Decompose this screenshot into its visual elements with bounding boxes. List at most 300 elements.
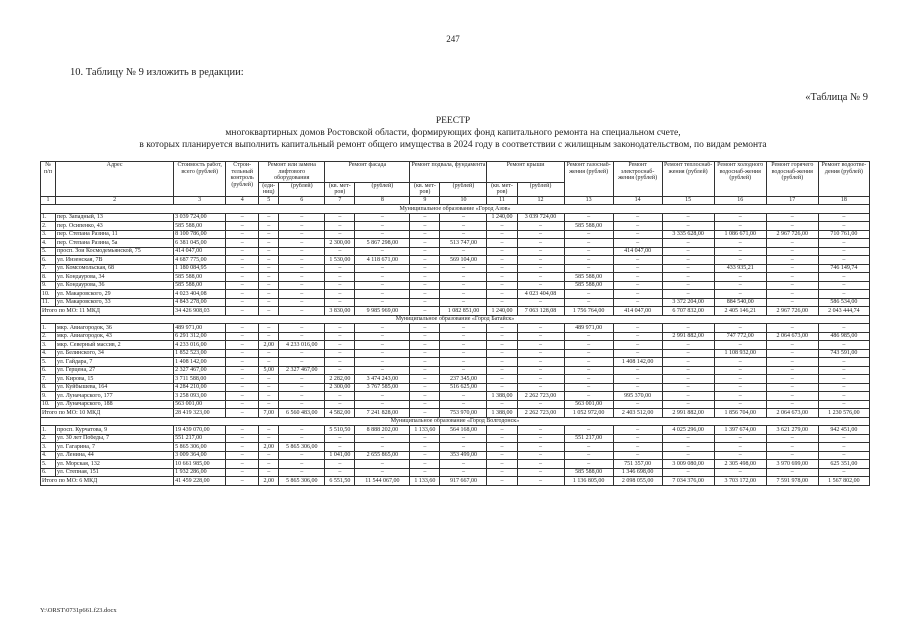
table-cell: –: [564, 375, 613, 384]
table-cell: –: [766, 375, 818, 384]
table-cell: –: [564, 451, 613, 460]
table-cell: –: [226, 400, 259, 409]
table-cell: 2.: [41, 222, 56, 231]
table-cell: –: [714, 281, 766, 290]
table-cell: 1 346 698,00: [613, 468, 662, 477]
table-cell: –: [613, 264, 662, 273]
table-cell: –: [766, 273, 818, 282]
table-cell: –: [714, 366, 766, 375]
table-cell: –: [410, 247, 440, 256]
table-cell: –: [226, 358, 259, 367]
table-cell: –: [325, 460, 355, 469]
table-cell: –: [279, 273, 325, 282]
table-cell: –: [517, 281, 564, 290]
total-cell: 753 970,00: [440, 409, 487, 418]
table-cell: 8.: [41, 273, 56, 282]
table-cell: 1 133,60: [410, 426, 440, 435]
total-cell: 7 241 828,00: [355, 409, 410, 418]
table-cell: –: [410, 273, 440, 282]
table-row: [41, 392, 870, 401]
table-cell: 2 300,00: [325, 383, 355, 392]
table-cell: –: [564, 392, 613, 401]
table-cell: –: [325, 213, 355, 222]
table-cell: –: [714, 324, 766, 333]
title-line: РЕЕСТР: [435, 116, 471, 126]
table-cell: 3 039 724,00: [174, 213, 226, 222]
table-cell: –: [259, 358, 279, 367]
table-cell: 1 397 674,00: [714, 426, 766, 435]
table-body: [41, 196, 870, 485]
total-cell: –: [226, 409, 259, 418]
table-cell: –: [714, 400, 766, 409]
table-cell: –: [662, 443, 714, 452]
table-cell: –: [517, 349, 564, 358]
table-cell: –: [818, 366, 869, 375]
table-cell: –: [355, 213, 410, 222]
table-cell: 1.: [41, 213, 56, 222]
header-basement: Ремонт подвала, фундамента: [410, 162, 487, 183]
table-cell: –: [259, 264, 279, 273]
table-cell: –: [226, 222, 259, 231]
table-cell: –: [714, 256, 766, 265]
table-cell: –: [279, 434, 325, 443]
table-cell: –: [440, 366, 487, 375]
header-basement-rub: (рублей): [440, 182, 487, 196]
table-row: [41, 213, 870, 222]
total-label: Итого по МО: 10 МКД: [41, 409, 174, 418]
total-cell: 1 082 851,00: [440, 307, 487, 316]
table-cell: –: [487, 375, 517, 384]
table-cell: –: [766, 400, 818, 409]
table-cell: –: [325, 230, 355, 239]
table-cell: 5 865 306,00: [279, 443, 325, 452]
table-cell: 4.: [41, 349, 56, 358]
table-cell: 563 001,00: [564, 400, 613, 409]
table-cell: –: [487, 460, 517, 469]
table-cell: –: [818, 451, 869, 460]
total-cell: 1 136 805,00: [564, 477, 613, 486]
table-cell: –: [410, 443, 440, 452]
table-cell: –: [818, 468, 869, 477]
table-cell: –: [355, 264, 410, 273]
column-number-cell: 16: [714, 196, 766, 205]
table-cell: –: [613, 281, 662, 290]
table-cell: –: [279, 383, 325, 392]
table-cell: 2.: [41, 434, 56, 443]
table-cell: 9.: [41, 392, 56, 401]
table-cell: 2 064 673,00: [766, 332, 818, 341]
total-cell: 11 544 067,00: [355, 477, 410, 486]
table-cell: –: [487, 230, 517, 239]
total-cell: 917 667,00: [440, 477, 487, 486]
table-row: [41, 383, 870, 392]
table-cell: –: [487, 468, 517, 477]
table-cell: ул. Луначарского, 188: [56, 400, 174, 409]
table-cell: 747 772,00: [714, 332, 766, 341]
total-cell: 2 064 673,00: [766, 409, 818, 418]
table-cell: 1 932 286,00: [174, 468, 226, 477]
table-cell: –: [355, 298, 410, 307]
table-cell: –: [226, 230, 259, 239]
column-number-cell: 11: [487, 196, 517, 205]
table-cell: –: [613, 434, 662, 443]
table-cell: –: [714, 213, 766, 222]
header-address: Адрес: [56, 162, 174, 197]
table-cell: 516 625,00: [440, 383, 487, 392]
table-cell: 6.: [41, 256, 56, 265]
table-cell: –: [818, 324, 869, 333]
table-cell: –: [662, 264, 714, 273]
header-gas: Ремонт газоснаб-жения (рублей): [564, 162, 613, 197]
table-cell: –: [662, 290, 714, 299]
table-cell: –: [517, 400, 564, 409]
total-cell: 2 098 055,00: [613, 477, 662, 486]
table-row: [41, 222, 870, 231]
table-cell: –: [564, 443, 613, 452]
table-cell: –: [325, 273, 355, 282]
table-cell: –: [517, 273, 564, 282]
table-row: [41, 273, 870, 282]
table-cell: –: [714, 273, 766, 282]
table-cell: –: [613, 341, 662, 350]
table-cell: –: [259, 400, 279, 409]
table-cell: –: [613, 383, 662, 392]
table-row: [41, 264, 870, 273]
table-cell: –: [355, 443, 410, 452]
table-cell: –: [517, 468, 564, 477]
table-cell: 513 747,00: [440, 239, 487, 248]
table-cell: 489 971,00: [564, 324, 613, 333]
intro-text: 10. Таблицу № 9 изложить в редакции:: [70, 67, 244, 78]
total-cell: –: [517, 477, 564, 486]
table-cell: –: [517, 341, 564, 350]
table-cell: 9.: [41, 281, 56, 290]
table-cell: 8 888 202,00: [355, 426, 410, 435]
table-cell: –: [487, 247, 517, 256]
table-cell: –: [226, 434, 259, 443]
total-cell: 1 052 972,00: [564, 409, 613, 418]
registry-table: [40, 161, 870, 486]
table-cell: ул. Ленина, 44: [56, 451, 174, 460]
table-cell: ул. 30 лет Победы, 7: [56, 434, 174, 443]
table-cell: 5 867 298,00: [355, 239, 410, 248]
table-cell: –: [714, 443, 766, 452]
column-number-row: [41, 196, 870, 205]
table-cell: –: [325, 468, 355, 477]
table-row: [41, 332, 870, 341]
total-cell: 6 560 483,00: [279, 409, 325, 418]
table-cell: –: [766, 222, 818, 231]
table-cell: –: [662, 451, 714, 460]
table-cell: 4 023 404,08: [517, 290, 564, 299]
table-cell: 995 370,00: [613, 392, 662, 401]
table-cell: 710 761,00: [818, 230, 869, 239]
table-cell: –: [487, 239, 517, 248]
table-cell: пер. Западный, 13: [56, 213, 174, 222]
table-row: [41, 434, 870, 443]
table-cell: –: [662, 324, 714, 333]
table-cell: 6.: [41, 468, 56, 477]
table-cell: –: [440, 443, 487, 452]
table-cell: –: [714, 392, 766, 401]
table-cell: –: [564, 247, 613, 256]
table-cell: –: [818, 290, 869, 299]
table-cell: –: [613, 426, 662, 435]
table-cell: –: [410, 392, 440, 401]
table-cell: –: [410, 324, 440, 333]
table-cell: –: [410, 434, 440, 443]
table-cell: –: [766, 349, 818, 358]
table-cell: –: [517, 239, 564, 248]
table-cell: ул. Кирова, 15: [56, 375, 174, 384]
table-cell: 5.: [41, 358, 56, 367]
table-cell: –: [517, 230, 564, 239]
column-number-cell: 10: [440, 196, 487, 205]
section-title: Муниципальное образование «Город Азов»: [41, 205, 870, 214]
total-label: Итого по МО: 11 МКД: [41, 307, 174, 316]
table-cell: –: [613, 273, 662, 282]
total-row: [41, 307, 870, 316]
table-cell: –: [487, 222, 517, 231]
table-cell: –: [279, 332, 325, 341]
table-cell: –: [259, 247, 279, 256]
table-cell: –: [325, 222, 355, 231]
table-cell: 1.: [41, 426, 56, 435]
column-number-cell: 12: [517, 196, 564, 205]
table-cell: –: [714, 383, 766, 392]
table-cell: –: [325, 349, 355, 358]
table-cell: –: [564, 341, 613, 350]
table-cell: –: [410, 213, 440, 222]
table-cell: –: [355, 468, 410, 477]
table-cell: –: [714, 451, 766, 460]
table-cell: –: [662, 358, 714, 367]
table-cell: ул. Куйбышева, 164: [56, 383, 174, 392]
table-cell: –: [662, 392, 714, 401]
table-cell: –: [325, 281, 355, 290]
table-cell: –: [355, 434, 410, 443]
table-cell: ул. Кондаурова, 36: [56, 281, 174, 290]
table-cell: 1 240,00: [487, 213, 517, 222]
table-cell: –: [325, 400, 355, 409]
table-cell: –: [766, 451, 818, 460]
table-cell: –: [487, 434, 517, 443]
table-cell: 2,00: [259, 443, 279, 452]
table-cell: 585 588,00: [174, 222, 226, 231]
table-cell: 2.: [41, 332, 56, 341]
column-number-cell: 9: [410, 196, 440, 205]
table-cell: –: [279, 239, 325, 248]
total-cell: 6 551,50: [325, 477, 355, 486]
table-cell: 10.: [41, 400, 56, 409]
table-cell: –: [564, 366, 613, 375]
table-cell: –: [279, 426, 325, 435]
table-cell: 6 291 312,00: [174, 332, 226, 341]
column-number-cell: 4: [226, 196, 259, 205]
table-cell: 1 108 932,00: [714, 349, 766, 358]
total-cell: 3 830,00: [325, 307, 355, 316]
table-cell: 2 282,00: [325, 375, 355, 384]
table-cell: 5,00: [259, 366, 279, 375]
table-cell: –: [662, 247, 714, 256]
table-cell: –: [259, 349, 279, 358]
table-cell: ул. Макаровского, 29: [56, 290, 174, 299]
header-roof: Ремонт крыши: [487, 162, 564, 183]
table-cell: 5.: [41, 247, 56, 256]
table-cell: –: [714, 468, 766, 477]
table-cell: ул. Герцена, 27: [56, 366, 174, 375]
table-cell: 1 041,00: [325, 451, 355, 460]
table-cell: –: [259, 230, 279, 239]
table-cell: –: [279, 375, 325, 384]
table-cell: –: [325, 434, 355, 443]
table-row: [41, 239, 870, 248]
total-cell: 9 985 969,00: [355, 307, 410, 316]
table-cell: –: [487, 256, 517, 265]
table-cell: –: [440, 264, 487, 273]
table-cell: –: [517, 375, 564, 384]
table-cell: –: [440, 349, 487, 358]
table-cell: –: [440, 230, 487, 239]
table-cell: –: [410, 298, 440, 307]
table-cell: –: [355, 273, 410, 282]
table-cell: 3.: [41, 230, 56, 239]
table-cell: –: [766, 383, 818, 392]
table-cell: –: [564, 230, 613, 239]
table-cell: –: [279, 358, 325, 367]
table-cell: –: [818, 256, 869, 265]
table-cell: 3 258 093,00: [174, 392, 226, 401]
table-cell: –: [410, 451, 440, 460]
table-cell: –: [662, 400, 714, 409]
table-cell: 2 327 467,00: [279, 366, 325, 375]
table-cell: –: [355, 366, 410, 375]
table-cell: –: [440, 358, 487, 367]
table-cell: –: [226, 451, 259, 460]
table-cell: –: [259, 222, 279, 231]
table-cell: –: [226, 349, 259, 358]
table-cell: –: [410, 349, 440, 358]
table-cell: –: [325, 443, 355, 452]
table-cell: –: [766, 290, 818, 299]
column-number-cell: 8: [355, 196, 410, 205]
header-cost: Стоимость работ, всего (рублей): [174, 162, 226, 197]
table-cell: –: [325, 324, 355, 333]
table-cell: мкр. Авиагородок, 43: [56, 332, 174, 341]
table-cell: 489 971,00: [174, 324, 226, 333]
table-cell: –: [818, 375, 869, 384]
table-cell: –: [487, 324, 517, 333]
table-cell: –: [226, 332, 259, 341]
table-cell: –: [517, 383, 564, 392]
header-electric: Ремонт электроснаб-жения (рублей): [613, 162, 662, 197]
table-cell: –: [487, 349, 517, 358]
table-cell: –: [487, 443, 517, 452]
table-cell: –: [259, 324, 279, 333]
table-cell: –: [279, 451, 325, 460]
table-cell: 414 047,00: [613, 247, 662, 256]
table-cell: ул. Инзенская, 7В: [56, 256, 174, 265]
table-cell: –: [818, 392, 869, 401]
table-cell: –: [355, 247, 410, 256]
table-cell: –: [517, 426, 564, 435]
table-cell: –: [410, 358, 440, 367]
table-cell: –: [564, 426, 613, 435]
table-row: [41, 349, 870, 358]
table-cell: –: [226, 273, 259, 282]
table-cell: –: [564, 256, 613, 265]
table-cell: –: [714, 247, 766, 256]
column-number-cell: 6: [279, 196, 325, 205]
table-cell: –: [226, 247, 259, 256]
table-cell: –: [818, 222, 869, 231]
table-cell: –: [517, 256, 564, 265]
table-cell: –: [487, 358, 517, 367]
table-cell: –: [517, 358, 564, 367]
table-cell: 3 621 279,00: [766, 426, 818, 435]
table-row: [41, 443, 870, 452]
table-cell: –: [279, 460, 325, 469]
table-cell: ул. Кондаурова, 34: [56, 273, 174, 282]
total-cell: 2 991 882,00: [662, 409, 714, 418]
table-cell: –: [487, 273, 517, 282]
table-cell: –: [259, 290, 279, 299]
table-cell: –: [487, 426, 517, 435]
table-cell: –: [818, 213, 869, 222]
table-cell: 1 388,00: [487, 392, 517, 401]
table-cell: –: [766, 298, 818, 307]
table-cell: –: [818, 358, 869, 367]
table-cell: –: [766, 324, 818, 333]
table-cell: 5.: [41, 460, 56, 469]
table-cell: –: [766, 247, 818, 256]
table-cell: 486 985,00: [818, 332, 869, 341]
table-cell: ул. Луначарского, 177: [56, 392, 174, 401]
table-cell: 4 687 775,00: [174, 256, 226, 265]
table-cell: –: [487, 264, 517, 273]
header-elevator-rub: (рублей): [279, 182, 325, 196]
table-cell: 564 168,00: [440, 426, 487, 435]
table-cell: –: [766, 358, 818, 367]
table-cell: пер. Осипенко, 43: [56, 222, 174, 231]
header-heat: Ремонт теплоснаб-жения (рублей): [662, 162, 714, 197]
table-row: [41, 298, 870, 307]
table-cell: 586 534,00: [818, 298, 869, 307]
table-cell: –: [226, 366, 259, 375]
table-cell: 4 118 671,00: [355, 256, 410, 265]
table-cell: –: [766, 341, 818, 350]
total-cell: –: [226, 477, 259, 486]
table-cell: 353 499,00: [440, 451, 487, 460]
table-cell: –: [818, 383, 869, 392]
total-cell: 2 403 512,00: [613, 409, 662, 418]
table-cell: ул. Гагарина, 7: [56, 443, 174, 452]
table-cell: –: [279, 264, 325, 273]
total-cell: –: [226, 307, 259, 316]
table-cell: 751 357,00: [613, 460, 662, 469]
table-cell: 3 372 204,00: [662, 298, 714, 307]
column-number-cell: 15: [662, 196, 714, 205]
table-row: [41, 281, 870, 290]
table-cell: 10 661 985,00: [174, 460, 226, 469]
column-number-cell: 3: [174, 196, 226, 205]
table-cell: 884 540,00: [714, 298, 766, 307]
total-cell: –: [279, 307, 325, 316]
table-cell: –: [517, 298, 564, 307]
table-cell: –: [440, 324, 487, 333]
table-cell: ул. Гайдара, 7: [56, 358, 174, 367]
table-cell: –: [662, 434, 714, 443]
